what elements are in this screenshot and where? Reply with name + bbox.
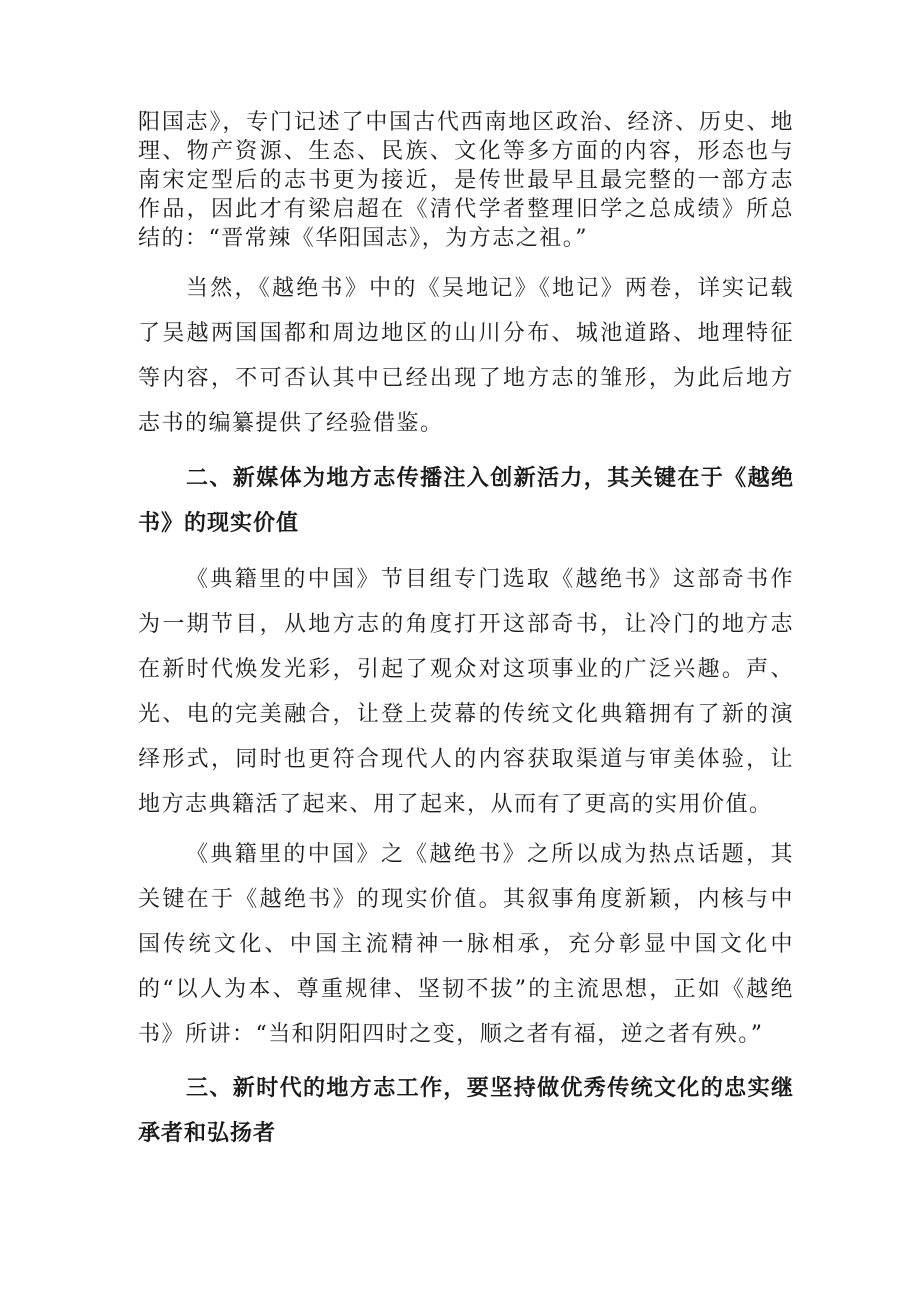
paragraph-yuejueshu-value: 《典籍里的中国》之《越绝书》之所以成为热点话题，其关键在于《越绝书》的现实价值。其叙事角度新颖，内核与中国传统文化、中国主流精神一脉相承，充分彰显中国文化中的“以人为本、尊重规律、坚韧不拔”的主流思想，正如《越绝书》所讲：“当和阴阳四时之变，顺之者有福，逆之者有殃。” [138, 842, 794, 1047]
paragraph-dianji-program: 《典籍里的中国》节目组专门选取《越绝书》这部奇书作为一期节目，从地方志的角度打开这部奇书，让冷门的地方志在新时代焕发光彩，引起了观众对这项事业的广泛兴趣。声、光、电的完美融合，让登上荧幕的传统文化典籍拥有了新的演绎形式，同时也更符合现代人的内容获取渠道与审美体验，让地方志典籍活了起来、用了起来，从而有了更高的实用价值。 [138, 567, 794, 817]
paragraph-huayang-guozhi: 阳国志》，专门记述了中国古代西南地区政治、经济、历史、地理、物产资源、生态、民族、文化等多方面的内容，形态也与南宋定型后的志书更为接近，是传世最早且最完整的一部方志作品，因此才有梁启超在《清代学者整理旧学之总成绩》所总结的：“晋常辣《华阳国志》，为方志之祖。” [138, 110, 794, 251]
paragraph-yuejueshu-wudiji: 当然，《越绝书》中的《吴地记》《地记》两卷，详实记载了吴越两国国都和周边地区的山川分布、城池道路、地理特征等内容，不可否认其中已经出现了地方志的雏形，为此后地方志书的编纂提供了经验借鉴。 [138, 276, 794, 436]
section-heading-3: 三、新时代的地方志工作，要坚持做优秀传统文化的忠实继承者和弘扬者 [138, 1076, 794, 1146]
section-heading-2: 二、新媒体为地方志传播注入创新活力，其关键在于《越绝书》的现实价值 [138, 466, 794, 536]
